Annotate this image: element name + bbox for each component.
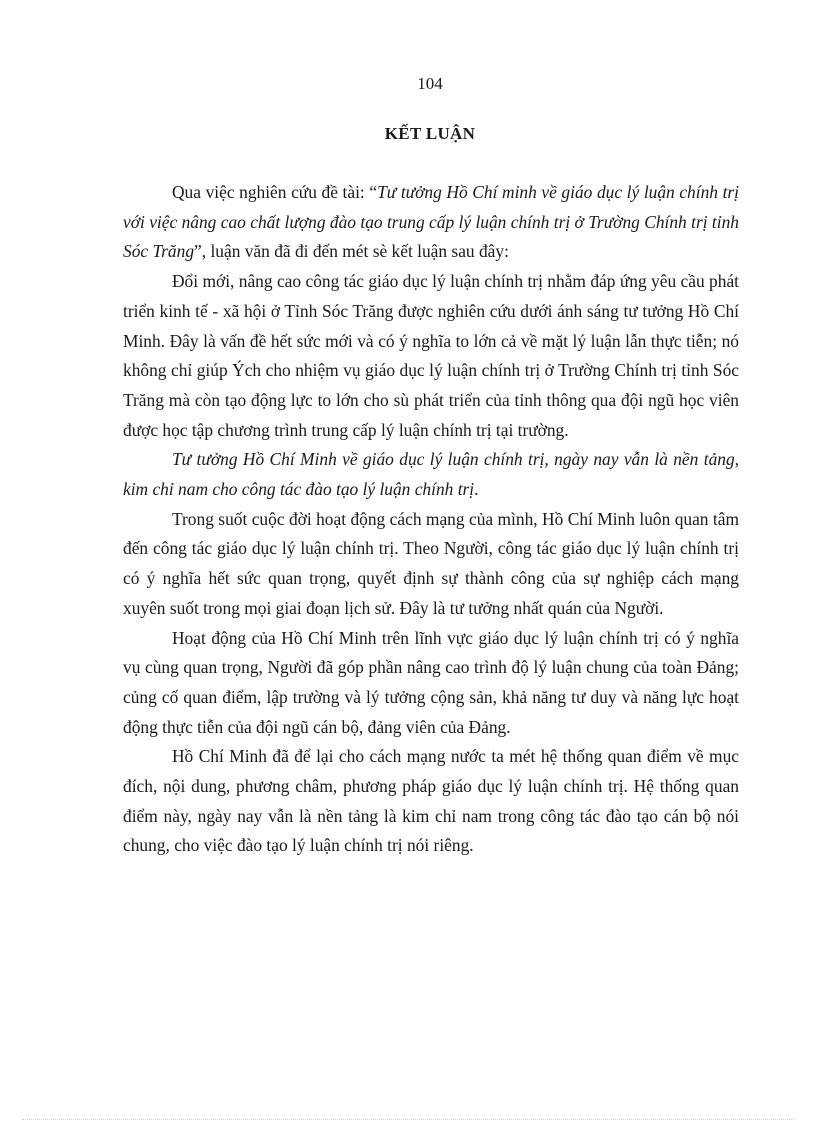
paragraph-career: Trong suốt cuộc đời hoạt động cách mạng của mình, Hồ Chí Minh luôn quan tâm đến công tác giáo dục lý luận chính trị. Theo Người, công tác giáo dục lý luận chính trị có ý nghĩa hết sức quan trọng, quyết định sự thành công của sự nghiệp cách mạng xuyên suốt trong mọi giai đoạn lịch sử. Đây là tư tưởng nhất quán của Người. (123, 508, 739, 618)
paragraph-intro-tail: ”, luận văn đã đi đến mét sè kết luận sau đây: (194, 241, 509, 262)
paragraph-foundation-text: Tư tưởng Hồ Chí Minh về giáo dục lý luận chính trị, ngày nay vẫn là nền tảng, kim chỉ nam cho công tác đào tạo lý luận chính trị (123, 449, 739, 500)
thesis-topic: Tư tưởng Hồ Chí minh về giáo dục lý luận chính trị với việc nâng cao chất lượng đào tạo trung cấp lý luận chính trị ở Trường Chính trị tỉnh Sóc Trăng (123, 182, 740, 262)
page-number: 104 (417, 74, 443, 93)
paragraph-activities: Hoạt động của Hồ Chí Minh trên lĩnh vực giáo dục lý luận chính trị có ý nghĩa vụ cùng quan trọng, Người đã góp phần nâng cao trình độ lý luận chung của toàn Đảng; củng cố quan điểm, lập trường và lý tưởng cộng sản, khả năng tư duy và năng lực hoạt động thực tiễn của đội ngũ cán bộ, đảng viên của Đảng. (123, 627, 739, 737)
paragraph-intro-lead: Qua việc nghiên cứu đề tài: “ (172, 182, 378, 202)
page-title: KẾT LUẬN (384, 124, 476, 143)
paragraph-renovation: Đổi mới, nâng cao công tác giáo dục lý luận chính trị nhằm đáp ứng yêu cầu phát triển kinh tế - xã hội ở Tỉnh Sóc Trăng được nghiên cứu dưới ánh sáng tư tưởng Hồ Chí Minh. Đây là vấn đề hết sức mới và có ý nghĩa to lớn cả về mặt lý luận lẫn thực tiễn; nó không chỉ giúp Ých cho nhiệm vụ giáo dục lý luận chính trị ở Trường Chính trị tỉnh Sóc Trăng mà còn tạo động lực to lớn cho sù phát triển của tỉnh thông qua đội ngũ học viên được học tập chương trình trung cấp lý luận chính trị tại trường. (123, 271, 739, 440)
body-text (123, 178, 739, 861)
paragraph-foundation-end: . (474, 479, 479, 500)
paragraph-intro (123, 178, 739, 267)
paragraph-legacy: Hồ Chí Minh đã để lại cho cách mạng nước ta mét hệ thống quan điểm về mục đích, nội dung, phương châm, phương pháp giáo dục lý luận chính trị. Hệ thống quan điểm này, ngày nay vẫn là nền tảng là kim chỉ nam trong công tác đào tạo cán bộ nói chung, cho việc đào tạo lý luận chính trị nói riêng. (123, 746, 739, 856)
footer-divider (22, 1119, 794, 1120)
paragraph-foundation (123, 445, 739, 504)
